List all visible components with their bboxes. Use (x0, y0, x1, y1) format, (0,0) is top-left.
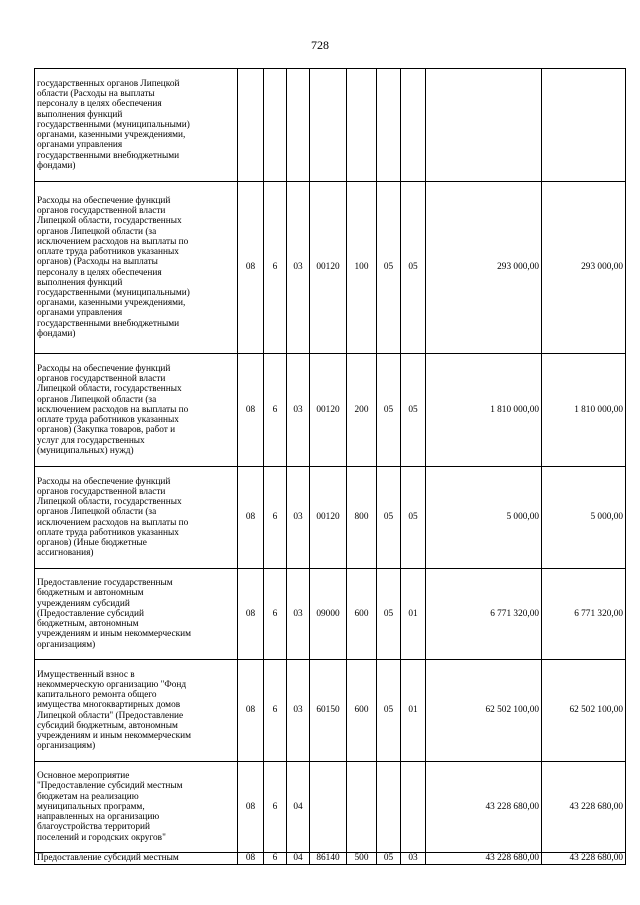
row-description (35, 182, 238, 354)
amount-cell: 6 771 320,00 (426, 569, 542, 660)
code-cell: 03 (287, 354, 310, 467)
code-cell: 6 (264, 569, 287, 660)
amount-cell (426, 69, 542, 182)
code-cell (377, 69, 401, 182)
table-row (35, 182, 626, 354)
row-description (35, 354, 238, 467)
code-cell: 03 (287, 182, 310, 354)
code-cell (238, 69, 264, 182)
table-row (35, 467, 626, 569)
row-description-text: Имущественный взнос в некоммерческую организацию "Фонд капитального ремонта общего имущества многоквартирных домов Липецкой области" (Предоставление субсидий бюджетным, автономным учреждениям и иным некоммерческим организациям) (37, 669, 191, 752)
row-description (35, 762, 238, 853)
code-cell: 03 (287, 569, 310, 660)
code-cell: 6 (264, 354, 287, 467)
amount-cell: 43 228 680,00 (542, 853, 626, 865)
code-cell: 05 (377, 182, 401, 354)
code-cell: 6 (264, 182, 287, 354)
amount-cell: 293 000,00 (542, 182, 626, 354)
code-cell (347, 762, 377, 853)
code-cell (401, 69, 426, 182)
table-row (35, 853, 626, 865)
code-cell: 08 (238, 762, 264, 853)
code-cell: 600 (347, 660, 377, 762)
row-description (35, 69, 238, 182)
code-cell: 6 (264, 853, 287, 865)
code-cell: 05 (377, 660, 401, 762)
code-cell (287, 69, 310, 182)
code-cell: 03 (401, 853, 426, 865)
code-cell: 03 (287, 467, 310, 569)
amount-cell: 1 810 000,00 (542, 354, 626, 467)
code-cell: 100 (347, 182, 377, 354)
code-cell: 600 (347, 569, 377, 660)
row-description (35, 569, 238, 660)
code-cell: 05 (377, 569, 401, 660)
code-cell: 01 (401, 660, 426, 762)
amount-cell: 62 502 100,00 (426, 660, 542, 762)
code-cell: 05 (401, 467, 426, 569)
code-cell (310, 762, 347, 853)
code-cell: 00120 (310, 354, 347, 467)
code-cell: 6 (264, 467, 287, 569)
row-description-text: государственных органов Липецкой области (Расходы на выплаты персоналу в целях обеспечения выполнения функций государственными (муниципальными) органами, казенными учреждениями, органами управления государственными внебюджетными фондами) (37, 79, 190, 171)
table-row (35, 569, 626, 660)
code-cell: 05 (377, 853, 401, 865)
row-description-text: Предоставление государственным бюджетным и автономным учреждениям субсидий (Предоставление субсидий бюджетным, автономным учреждениям и иным некоммерческим организациям) (37, 578, 191, 650)
row-description (35, 660, 238, 762)
amount-cell: 43 228 680,00 (542, 762, 626, 853)
code-cell (401, 762, 426, 853)
code-cell: 04 (287, 853, 310, 865)
code-cell: 09000 (310, 569, 347, 660)
code-cell: 6 (264, 660, 287, 762)
budget-table (34, 68, 626, 865)
code-cell: 800 (347, 467, 377, 569)
row-description-text: Расходы на обеспечение функций органов государственной власти Липецкой области, государственных органов Липецкой области (за исключением расходов на выплаты по оплате труда работников указанных органов) (Расходы на выплаты персоналу в целях обеспечения выполнения функций государственными (муниципальными) органами, казенными учреждениями, органами управления государственными внебюджетными фондами) (37, 196, 190, 339)
code-cell: 05 (401, 182, 426, 354)
code-cell (264, 69, 287, 182)
amount-cell: 5 000,00 (426, 467, 542, 569)
code-cell: 200 (347, 354, 377, 467)
code-cell: 05 (401, 354, 426, 467)
code-cell: 03 (287, 660, 310, 762)
row-description-text: Расходы на обеспечение функций органов государственной власти Липецкой области, государственных органов Липецкой области (за исключением расходов на выплаты по оплате труда работников указанных органов) (Иные бюджетные ассигнования) (37, 476, 189, 559)
code-cell: 6 (264, 762, 287, 853)
row-description (35, 467, 238, 569)
page-number: 728 (311, 38, 329, 52)
code-cell: 00120 (310, 467, 347, 569)
code-cell: 500 (347, 853, 377, 865)
code-cell: 05 (377, 467, 401, 569)
code-cell: 00120 (310, 182, 347, 354)
row-description-text: Предоставление субсидий местным (37, 853, 179, 864)
row-description-text: Расходы на обеспечение функций органов государственной власти Липецкой области, государственных органов Липецкой области (за исключением расходов на выплаты по оплате труда работников указанных органов) (Закупка товаров, работ и услуг для государственных (муниципальных) нужд) (37, 364, 189, 456)
code-cell: 05 (377, 354, 401, 467)
amount-cell: 5 000,00 (542, 467, 626, 569)
amount-cell: 6 771 320,00 (542, 569, 626, 660)
code-cell: 60150 (310, 660, 347, 762)
amount-cell: 43 228 680,00 (426, 762, 542, 853)
code-cell: 08 (238, 569, 264, 660)
row-description-text: Основное мероприятие "Предоставление субсидий местным бюджетам на реализацию муниципальных программ, направленных на организацию благоустройства территорий поселений и городских округов" (37, 771, 183, 843)
code-cell: 86140 (310, 853, 347, 865)
table-row (35, 660, 626, 762)
table-row (35, 69, 626, 182)
table-row (35, 762, 626, 853)
table-row (35, 354, 626, 467)
code-cell (347, 69, 377, 182)
code-cell (310, 69, 347, 182)
code-cell: 08 (238, 182, 264, 354)
row-description (35, 853, 238, 865)
code-cell: 08 (238, 354, 264, 467)
amount-cell: 293 000,00 (426, 182, 542, 354)
code-cell: 08 (238, 467, 264, 569)
amount-cell: 43 228 680,00 (426, 853, 542, 865)
code-cell (377, 762, 401, 853)
amount-cell: 1 810 000,00 (426, 354, 542, 467)
code-cell: 08 (238, 853, 264, 865)
amount-cell: 62 502 100,00 (542, 660, 626, 762)
code-cell: 08 (238, 660, 264, 762)
code-cell: 04 (287, 762, 310, 853)
amount-cell (542, 69, 626, 182)
code-cell: 01 (401, 569, 426, 660)
